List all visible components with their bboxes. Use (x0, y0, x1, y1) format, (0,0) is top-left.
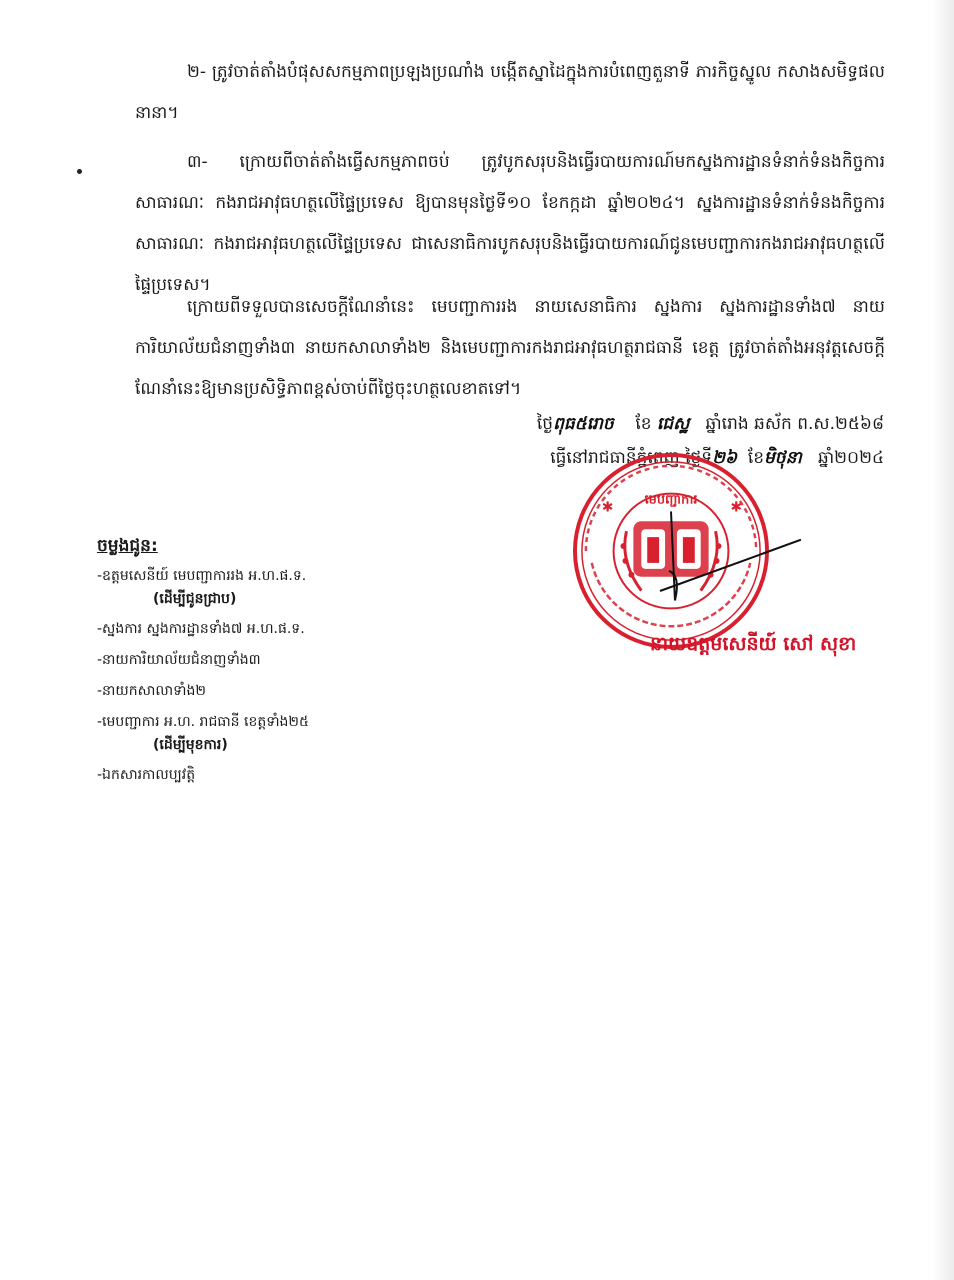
paragraph-4: ក្រោយពីទទួលបានសេចក្តីណែនាំនេះ មេបញ្ជាការរង នាយសេនាធិការ ស្នងការ ស្នងការដ្ឋានទាំង៧ នាយការិយាល័យជំនាញទាំង៣ នាយកសាលាទាំង២ និងមេបញ្ជាការកងរាជអាវុធហត្ថរាជធានី ខេត្ត ត្រូវចាត់តាំងអនុវត្តសេចក្តីណែនាំនេះឱ្យមានប្រសិទ្ធិភាពខ្ពស់ចាប់ពីថ្ងៃចុះហត្ថលេខាតទៅ។ (135, 297, 885, 399)
lunar-year: ឆ្នាំរោង ឆស័ក ព.ស.២៥៦៨ (705, 414, 884, 434)
paragraph-2: ២- ត្រូវចាត់តាំងបំផុសសកម្មភាពប្រឡងប្រណាំង បង្កើតស្នាដៃក្នុងការបំពេញតួនាទី ភារកិច្ចស្នូល កសាងសមិទ្ធផលនានា។ (135, 62, 885, 123)
official-seal (572, 452, 770, 650)
solar-month-prefix: ខែ (747, 448, 764, 468)
svg-text:✱: ✱ (601, 499, 614, 516)
cc-item (97, 711, 457, 756)
cc-item-note: (ដើម្បីមុខការ) (153, 737, 228, 753)
svg-text:✱: ✱ (730, 499, 743, 516)
cc-item (97, 764, 457, 787)
lunar-month-prefix: ខែ (635, 414, 652, 434)
cc-item (97, 680, 457, 703)
solar-month: មិថុនា (764, 448, 802, 468)
lunar-month: ជេស្ឋ (656, 414, 690, 434)
stray-mark (77, 169, 82, 174)
cc-title: ចម្លងជូន: (97, 536, 158, 556)
cc-item (97, 649, 457, 672)
place-prefix: ធ្វើនៅរាជធានីភ្នំពេញ ថ្ងៃទី (550, 448, 713, 468)
cc-item-text: -នាយការិយាល័យជំនាញទាំង៣ (97, 652, 261, 668)
cc-item-text: -នាយកសាលាទាំង២ (97, 683, 206, 699)
cc-item-text: -ឯកសារកាលប្បវត្តិ (97, 767, 196, 783)
lunar-day: ពុធ៥រោច (553, 414, 614, 434)
cc-item-text: -ស្នងការ ស្នងការដ្ឋានទាំង៧ អ.ហ.ផ.ទ. (97, 621, 305, 637)
cc-list (97, 565, 457, 795)
cc-item-text: -មេបញ្ជាការ អ.ហ. រាជធានី ខេត្តទាំង២៥ (97, 714, 309, 730)
lunar-date-line (537, 413, 884, 438)
seal-center-text: មេបញ្ជាការ (644, 492, 698, 508)
cc-item-text: -ឧត្តមសេនីយ៍ មេបញ្ជាការរង អ.ហ.ផ.ទ. (97, 568, 307, 584)
cc-item (97, 565, 457, 610)
page-edge-shadow (932, 0, 954, 1280)
solar-day: ២៦ (712, 448, 737, 468)
lunar-day-prefix: ថ្ងៃ (536, 414, 554, 434)
cc-item-note: (ដើម្បីជូនជ្រាប) (153, 591, 237, 607)
signer-name: នាយឧត្តមសេនីយ៍ សៅ សុខា (650, 633, 857, 655)
cc-item (97, 618, 457, 641)
paragraph-3: ៣- ក្រោយពីចាត់តាំងធ្វើសកម្មភាពចប់ ត្រូវបូកសរុបនិងធ្វើរបាយការណ៍មកស្នងការដ្ឋានទំនាក់ទំនងកិច្ចការសាធារណៈ កងរាជអាវុធហត្ថលើផ្ទៃប្រទេស ឱ្យបានមុនថ្ងៃទី១០ ខែកក្កដា ឆ្នាំ២០២៤។ ស្នងការដ្ឋានទំនាក់ទំនងកិច្ចការសាធារណៈ កងរាជអាវុធហត្ថលើផ្ទៃប្រទេស ជាសេនាធិការបូកសរុបនិងធ្វើរបាយការណ៍ជូនមេបញ្ជាការកងរាជអាវុធហត្ថលើផ្ទៃប្រទេស។ (135, 152, 885, 295)
solar-year: ឆ្នាំ២០២៤ (818, 448, 884, 468)
